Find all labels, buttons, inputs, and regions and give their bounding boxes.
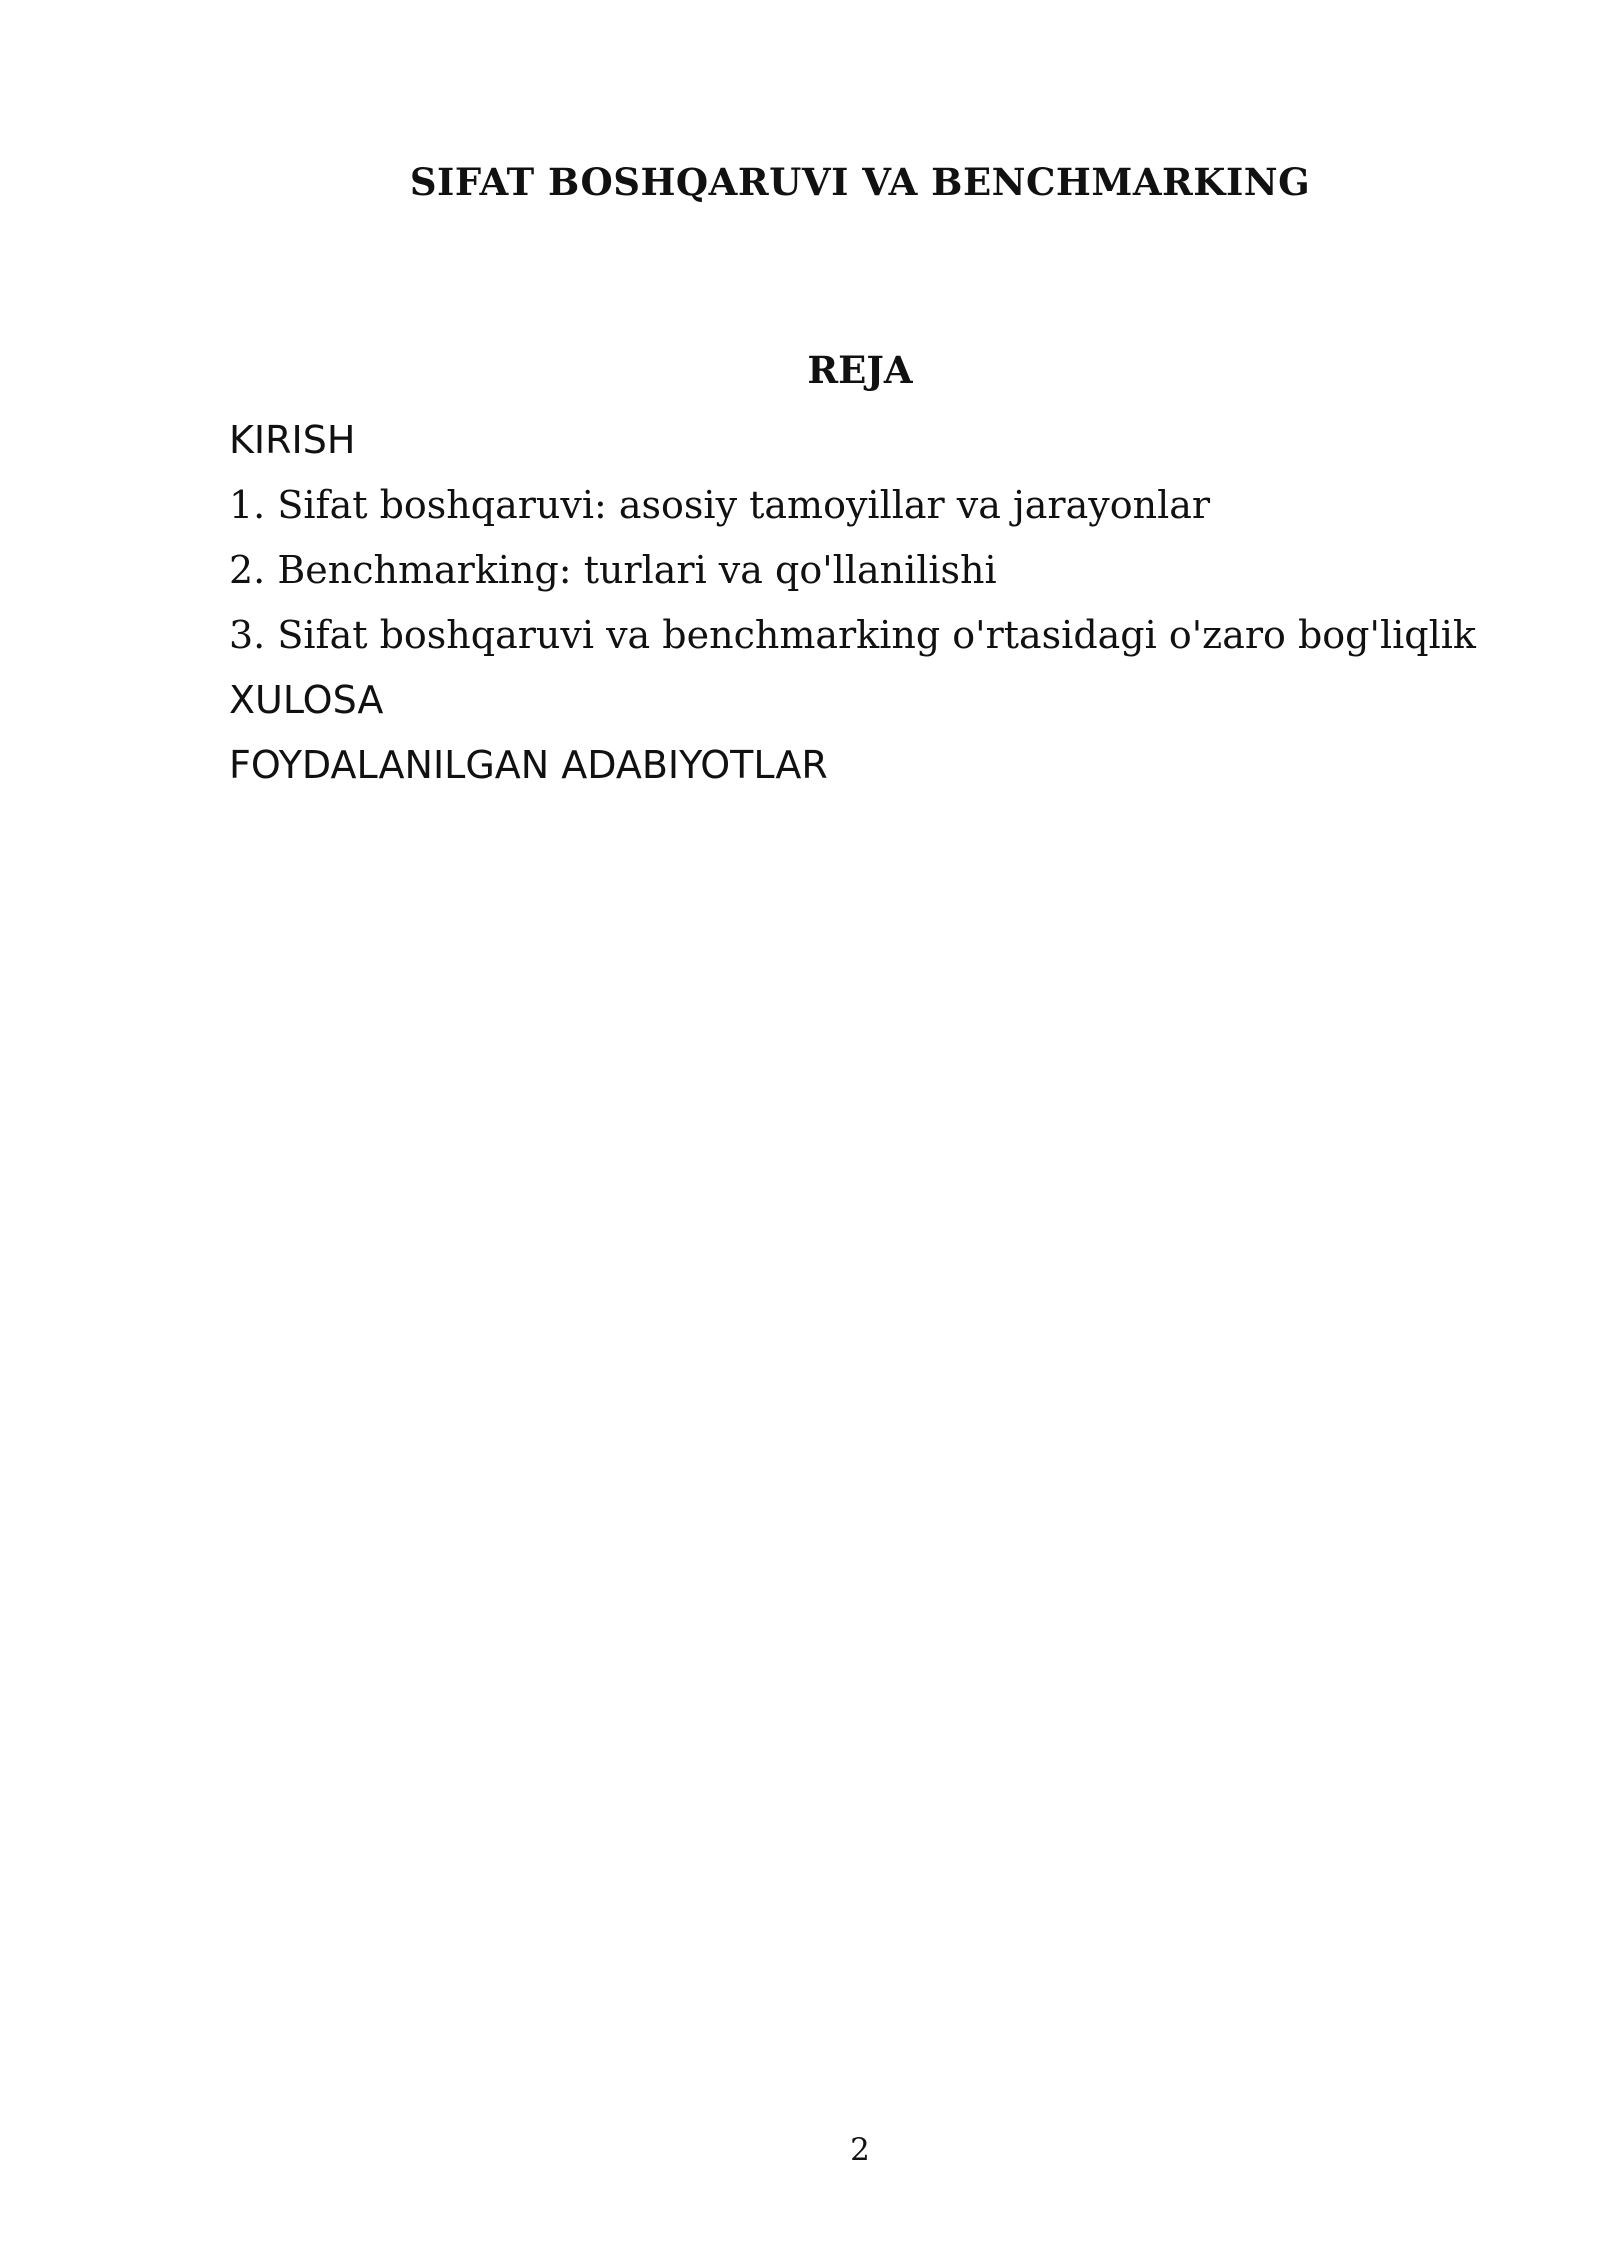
toc-item-1: 1. Sifat boshqaruvi: asosiy tamoyillar va jarayonlar [229, 483, 1211, 527]
document-title: SIFAT BOSHQARUVI VA BENCHMARKING [409, 160, 1311, 204]
plan-heading: REJA [807, 348, 913, 392]
toc-item-3: 3. Sifat boshqaruvi va benchmarking o'rtasidagi o'zaro bog'liqlik [229, 613, 1476, 657]
toc-item-references: FOYDALANILGAN ADABIYOTLAR [229, 743, 828, 787]
toc-item-2: 2. Benchmarking: turlari va qo'llanilishi [229, 548, 997, 592]
table-of-contents [229, 416, 1529, 806]
toc-item-conclusion: XULOSA [229, 678, 384, 722]
page-number: 2 [850, 2132, 870, 2168]
toc-item-introduction: KIRISH [229, 418, 356, 462]
